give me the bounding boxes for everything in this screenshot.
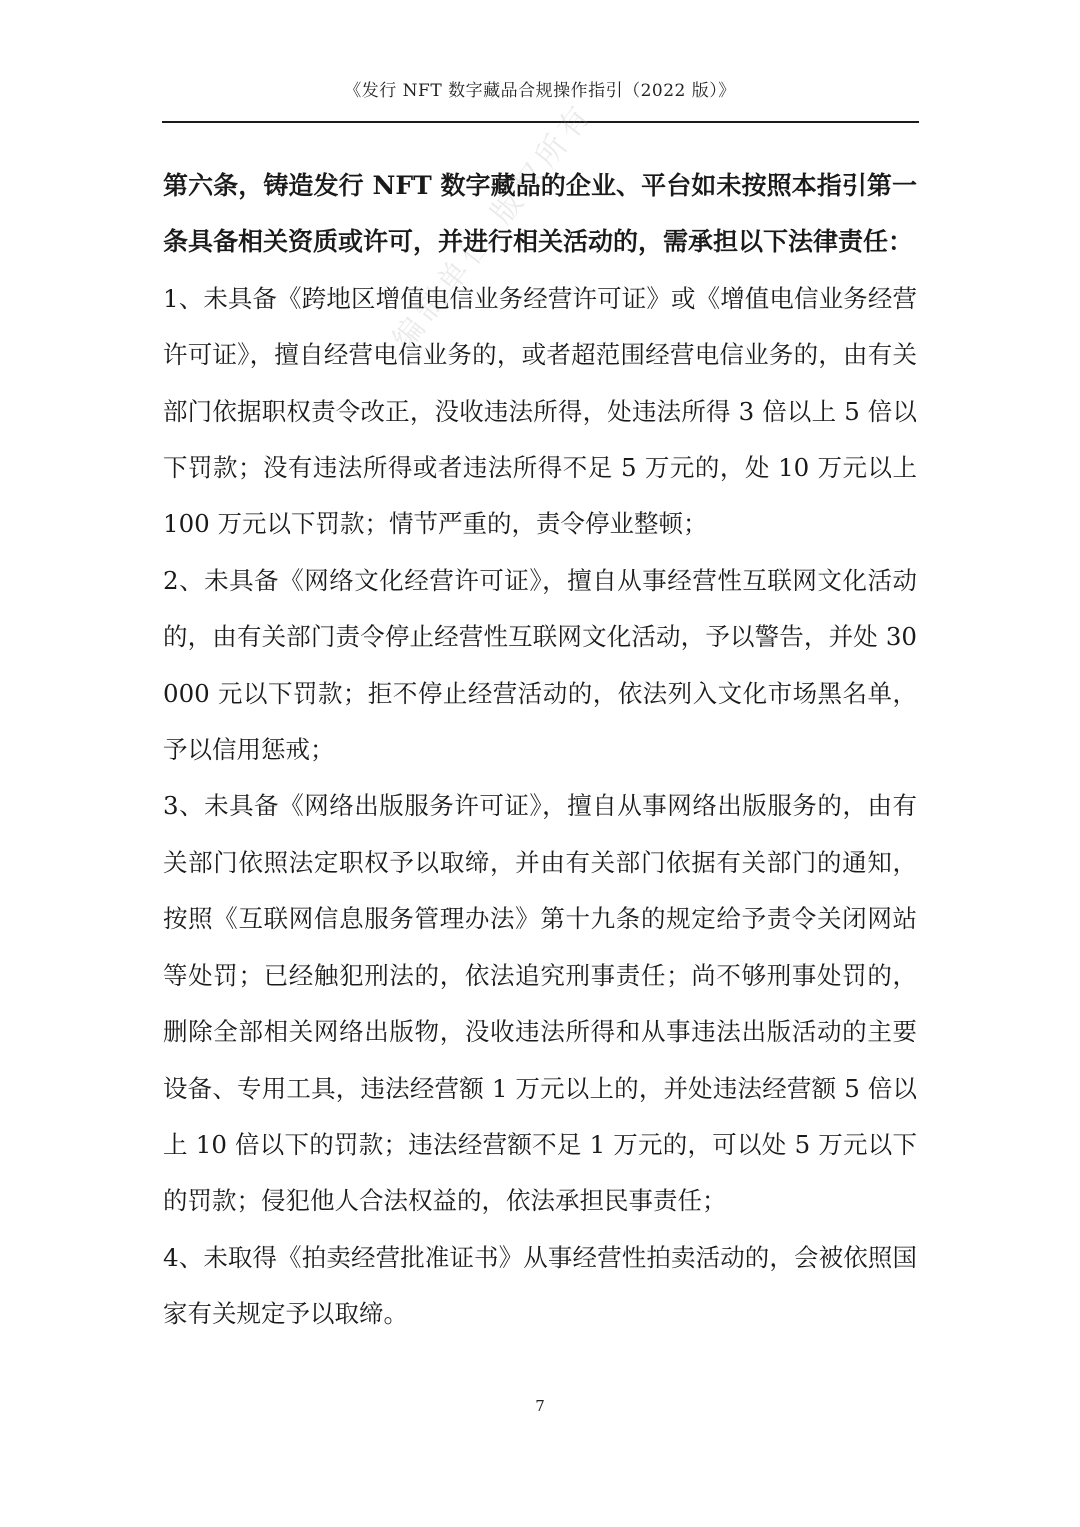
article-item-3: 3、未具备《网络出版服务许可证》，擅自从事网络出版服务的，由有关部门依照法定职权予以取缔，并由有关部门依据有关部门的通知，按照《互联网信息服务管理办法》第十九条的规定给予责令关闭网站等处罚；已经触犯刑法的，依法追究刑事责任；尚不够刑事处罚的，删除全部相关网络出版物，没收违法所得和从事违法出版活动的主要设备、专用工具，违法经营额 1 万元以上的，并处违法经营额 5 倍以上 10 倍以下的罚款；违法经营额不足 1 万元的，可以处 5 万元以下的罚款；侵犯他人合法权益的，依法承担民事责任；: [163, 791, 917, 1216]
header-divider: [162, 121, 919, 123]
article-item-1: 1、未具备《跨地区增值电信业务经营许可证》或《增值电信业务经营许可证》，擅自经营电信业务的，或者超范围经营电信业务的，由有关部门依据职权责令改正，没收违法所得，处违法所得 3 倍以上 5 倍以下罚款；没有违法所得或者违法所得不足 5 万元的，处 10 万元以上 100 万元以下罚款；情节严重的，责令停业整顿；: [163, 283, 917, 539]
article-body: [163, 158, 917, 1343]
watermark: 编制单位 版权所有: [386, 95, 601, 357]
article-heading: 第六条，铸造发行 NFT 数字藏品的企业、平台如未按照本指引第一条具备相关资质或许可，并进行相关活动的，需承担以下法律责任：: [163, 171, 917, 257]
page-number: 7: [535, 1397, 545, 1415]
page-header-title: 《发行 NFT 数字藏品合规操作指引（2022 版）》: [344, 81, 736, 101]
article-item-4: 4、未取得《拍卖经营批准证书》从事经营性拍卖活动的，会被依照国家有关规定予以取缔。: [163, 1242, 917, 1329]
article-item-2: 2、未具备《网络文化经营许可证》，擅自从事经营性互联网文化活动的，由有关部门责令停止经营性互联网文化活动，予以警告，并处 30000 元以下罚款；拒不停止经营活动的，依法列入文化市场黑名单，予以信用惩戒；: [163, 565, 917, 765]
